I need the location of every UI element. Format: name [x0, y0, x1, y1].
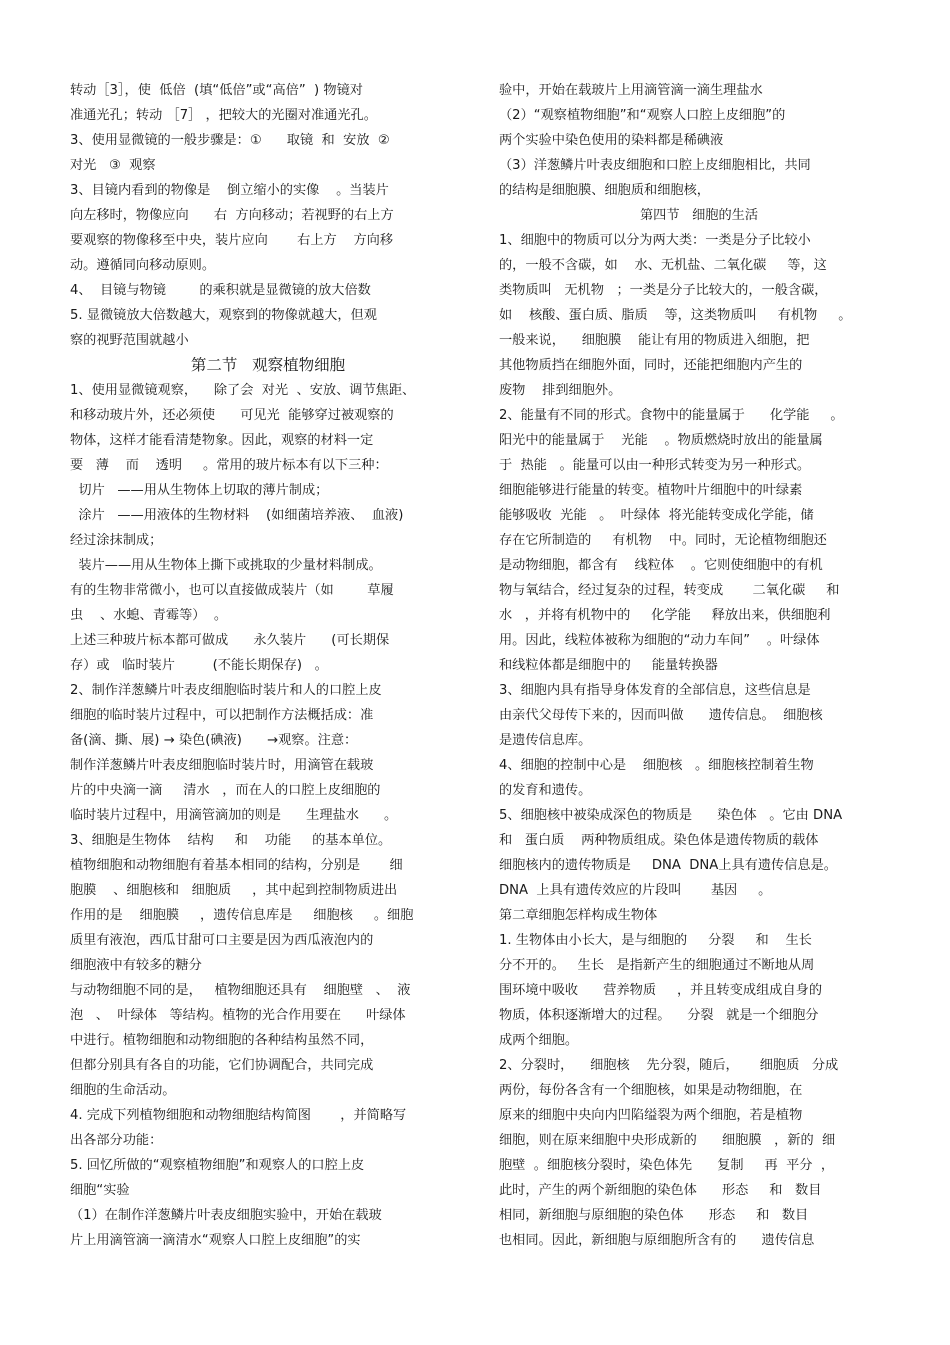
text-line: 片上用滴管滴一滴清水“观察人口腔上皮细胞”的实	[70, 1233, 361, 1248]
text-line: 用。因此，线粒体被称为细胞的“动力车间” 。叶绿体	[499, 633, 820, 648]
text-line: 废物 排到细胞外。	[499, 383, 622, 398]
text-line: 5. 显微镜放大倍数越大，观察到的物像就越大，但观	[70, 308, 377, 323]
text-line: 存在它所制造的 有机物 中。同时，无论植物细胞还	[499, 533, 827, 548]
text-line: 要 薄 而 透明 。常用的玻片标本有以下三种：	[70, 458, 388, 473]
text-line: （3）洋葱鳞片叶表皮细胞和口腔上皮细胞相比，共同	[499, 158, 811, 173]
text-line: （1）在制作洋葱鳞片叶表皮细胞实验中，开始在载玻	[70, 1208, 382, 1223]
text-line: 细胞“实验	[70, 1183, 130, 1198]
text-line: 也相同。因此，新细胞与原细胞所含有的 遗传信息	[499, 1233, 815, 1248]
text-line: 3、使用显微镜的一般步骤是：① 取镜 和 安放 ②	[70, 133, 390, 148]
text-line: 的发育和遗传。	[499, 783, 592, 798]
text-line: 细胞核内的遗传物质是 DNA DNA上具有遗传信息是。	[499, 858, 837, 873]
text-line: 制作洋葱鳞片叶表皮细胞临时装片时，用滴管在载玻	[70, 758, 374, 773]
text-line: 3、细胞内具有指导身体发育的全部信息，这些信息是	[499, 683, 811, 698]
text-line: 质里有液泡，西瓜甘甜可口主要是因为西瓜液泡内的	[70, 933, 374, 948]
text-line: 和移动玻片外，还必须使 可见光 能够穿过被观察的	[70, 408, 394, 423]
text-line: 阳光中的能量属于 光能 。物质燃烧时放出的能量属	[499, 433, 823, 448]
text-line: 围环境中吸收 营养物质 ，并且转变成组成自身的	[499, 983, 823, 998]
text-line: 的，一般不含碳，如 水、无机盐、二氧化碳 等，这	[499, 258, 827, 273]
text-line: 分不开的。 生长 是指新产生的细胞通过不断地从周	[499, 958, 815, 973]
section-heading: 第二节 观察植物细胞	[190, 356, 346, 374]
text-line: 动。遵循同向移动原则。	[70, 258, 216, 273]
text-line: 物质，体积逐渐增大的过程。 分裂 就是一个细胞分	[499, 1008, 819, 1023]
text-line: 能够吸收 光能 。 叶绿体 将光能转变成化学能，储	[499, 508, 814, 523]
text-line: 和线粒体都是细胞中的 能量转换器	[499, 658, 718, 673]
text-line: 作用的是 细胞膜 ，遗传信息库是 细胞核 。细胞	[70, 908, 414, 923]
text-line: 准通光孔；转动 ［7］ ，把较大的光圈对准通光孔。	[70, 108, 377, 123]
text-line: 中进行。植物细胞和动物细胞的各种结构虽然不同，	[70, 1033, 374, 1048]
text-line: 片的中央滴一滴 清水 ，而在人的口腔上皮细胞的	[70, 783, 381, 798]
text-line: 如 核酸、蛋白质、脂质 等，这类物质叫 有机物 。	[499, 308, 852, 323]
text-line: 物体，这样才能看清楚物象。因此，观察的材料一定	[70, 433, 374, 448]
text-line: 水 ，并将有机物中的 化学能 释放出来，供细胞利	[499, 608, 831, 623]
text-line: 此时，产生的两个新细胞的染色体 形态 和 数目	[499, 1183, 822, 1198]
text-line: 泡 、 叶绿体 等结构。植物的光合作用要在 叶绿体	[70, 1008, 406, 1023]
left-text-column	[70, 78, 466, 1253]
text-line: 原来的细胞中央向内凹陷缢裂为两个细胞，若是植物	[499, 1108, 803, 1123]
text-line: 细胞的生命活动。	[70, 1083, 176, 1098]
text-line: DNA 上具有遗传效应的片段叫 基因 。	[499, 883, 772, 898]
text-line: 出各部分功能：	[70, 1133, 163, 1148]
text-line: 4、细胞的控制中心是 细胞核 。细胞核控制着生物	[499, 758, 814, 773]
text-line: 是动物细胞，都含有 线粒体 。它则使细胞中的有机	[499, 558, 823, 573]
text-line: 3、目镜内看到的物像是 倒立缩小的实像 。当装片	[70, 183, 389, 198]
text-line: 的结构是细胞膜、细胞质和细胞核，	[499, 183, 710, 198]
text-line: 细胞的临时装片过程中，可以把制作方法概括成：准	[70, 708, 374, 723]
text-line: 1、使用显微镜观察， 除了会 对光 、安放、调节焦距、	[70, 383, 416, 398]
text-line: 植物细胞和动物细胞有着基本相同的结构，分别是 细	[70, 858, 403, 873]
text-line: 切片 ——用从生物体上切取的薄片制成；	[70, 483, 329, 498]
text-line: 但都分别具有各自的功能，它们协调配合，共同完成	[70, 1058, 374, 1073]
text-line: 4、 目镜与物镜 的乘积就是显微镜的放大倍数	[70, 283, 371, 298]
text-line: 存）或 临时装片 (不能长期保存) 。	[70, 658, 328, 673]
text-line: 3、细胞是生物体 结构 和 功能 的基本单位。	[70, 833, 392, 848]
text-line: 和 蛋白质 两种物质组成。染色体是遗传物质的载体	[499, 833, 819, 848]
text-line: 与动物细胞不同的是， 植物细胞还具有 细胞壁 、 液	[70, 983, 411, 998]
text-line: 虫 、水螅、青霉等） 。	[70, 608, 228, 623]
text-line: 向左移时，物像应向 右 方向移动；若视野的右上方	[70, 208, 394, 223]
text-line: 细胞液中有较多的糖分	[70, 958, 202, 973]
text-line: 细胞，则在原来细胞中央形成新的 细胞膜 ，新的 细	[499, 1133, 836, 1148]
text-line: 物与氧结合，经过复杂的过程，转变成 二氧化碳 和	[499, 583, 840, 598]
section-heading: 第四节 细胞的生活	[639, 208, 759, 223]
text-line: 成两个细胞。	[499, 1033, 579, 1048]
text-line: 两个实验中染色使用的染料都是稀碘液	[499, 133, 724, 148]
text-line: 其他物质挡在细胞外面，同时，还能把细胞内产生的	[499, 358, 803, 373]
text-line: 要观察的物像移至中央，装片应向 右上方 方向移	[70, 233, 394, 248]
text-line: 涂片 ——用液体的生物材料 (如细菌培养液、 血液)	[70, 508, 404, 523]
right-text-column	[499, 78, 899, 1253]
text-line: 察的视野范围就越小	[70, 333, 189, 348]
text-line: 备(滴、撕、展) → 染色(碘液) →观察。注意：	[70, 733, 358, 748]
text-line: 胞膜 、细胞核和 细胞质 ，其中起到控制物质进出	[70, 883, 398, 898]
text-line: 5. 回忆所做的“观察植物细胞”和观察人的口腔上皮	[70, 1158, 365, 1173]
text-line: （2）“观察植物细胞”和“观察人口腔上皮细胞”的	[499, 108, 786, 123]
text-line: 胞壁 。细胞核分裂时，染色体先 复制 再 平分 ，	[499, 1158, 835, 1173]
text-line: 细胞能够进行能量的转变。植物叶片细胞中的叶绿素	[499, 483, 803, 498]
text-line: 有的生物非常微小，也可以直接做成装片（如 草履	[70, 583, 394, 598]
text-line: 由亲代父母传下来的，因而叫做 遗传信息。 细胞核	[499, 708, 823, 723]
text-line: 是遗传信息库。	[499, 733, 592, 748]
text-line: 临时装片过程中，用滴管滴加的则是 生理盐水 。	[70, 808, 398, 823]
text-line: 1、细胞中的物质可以分为两大类：一类是分子比较小	[499, 233, 811, 248]
text-line: 第二章细胞怎样构成生物体	[499, 908, 658, 923]
text-line: 上述三种玻片标本都可做成 永久装片 (可长期保	[70, 633, 390, 648]
text-line: 两份，每份各含有一个细胞核，如果是动物细胞，在	[499, 1083, 803, 1098]
text-line: 1. 生物体由小长大，是与细胞的 分裂 和 生长	[499, 933, 812, 948]
text-line: 验中，开始在载玻片上用滴管滴一滴生理盐水	[499, 83, 763, 98]
text-line: 2、制作洋葱鳞片叶表皮细胞临时装片和人的口腔上皮	[70, 683, 382, 698]
text-line: 装片——用从生物体上撕下或挑取的少量材料制成。	[70, 558, 382, 573]
text-line: 5、细胞核中被染成深色的物质是 染色体 。它由 DNA	[499, 808, 843, 823]
text-line: 4. 完成下列植物细胞和动物细胞结构简图 ，并简略写	[70, 1108, 407, 1123]
text-line: 一般来说， 细胞膜 能让有用的物质进入细胞，把	[499, 333, 810, 348]
text-line: 对光 ③ 观察	[70, 158, 156, 173]
text-line: 于 热能 。能量可以由一种形式转变为另一种形式。	[499, 458, 811, 473]
text-line: 经过涂抹制成；	[70, 533, 163, 548]
text-line: 类物质叫 无机物 ；一类是分子比较大的，一般含碳，	[499, 283, 828, 298]
text-line: 转动［3］，使 低倍 (填“低倍”或“高倍” ) 物镜对	[70, 83, 363, 98]
text-line: 2、能量有不同的形式。食物中的能量属于 化学能 。	[499, 408, 844, 423]
text-line: 2、分裂时， 细胞核 先分裂，随后， 细胞质 分成	[499, 1058, 839, 1073]
text-line: 相同，新细胞与原细胞的染色体 形态 和 数目	[499, 1208, 809, 1223]
